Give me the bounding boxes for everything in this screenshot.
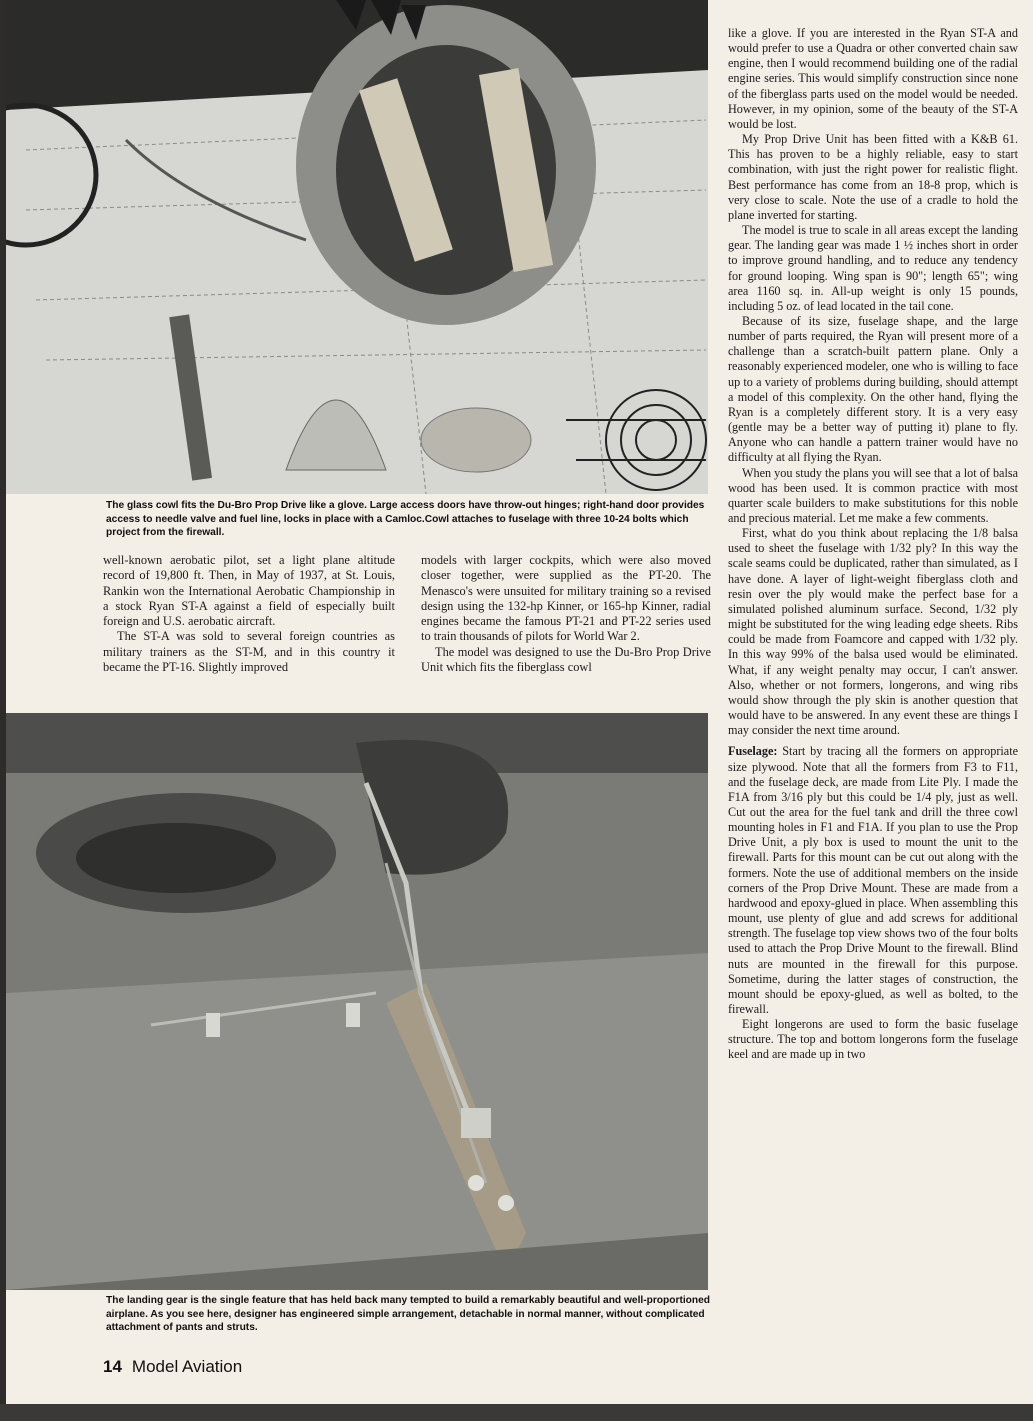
paragraph: Because of its size, fuselage shape, and the large number of parts required, the Ryan will present more of a challenge than a scratch-built pattern plane. Only a reasonably experienced modeler, one who is willing to face up to a variety of problems during building, should attempt a model of this complexity. On the other hand, flying the Ryan is a completely different story. It is a very easy (gentle may be a better way of putting it) plane to fly. Anyone who can handle a pattern trainer would have no difficulty at all flying the Ryan. <box>728 313 1018 465</box>
section-text: Start by tracing all the formers on appropriate size plywood. Note that all the formers from F3 to F11, and the fuselage deck, are made from Lite Ply. I made the F1A from 3/16 ply but this could be 1/4 ply, just as well. Cut out the area for the fuel tank and drill the three cowl mounting holes in F1 and F1A. If you plan to use the Prop Drive Unit, a ply box is used to mount the unit to the firewall. Parts for this mount can be cut out along with the formers. Note the use of additional members on the inside corners of the Prop Drive Mount. These are made from a hardwood and epoxy-glued in place. When assembling this mount, use plenty of glue and add screws for additional strength. The fuselage top view shows two of the four bolts used to attach the Prop Drive Mount to the firewall. Blind nuts are mounted in the firewall for this purpose. Sometime, during the latter stages of construction, the mount should be epoxy-glued, as well as bolted, to the firewall. <box>728 744 1018 1016</box>
photo-landing-gear <box>6 713 708 1290</box>
paragraph: The model is true to scale in all areas except the landing gear. The landing gear was made 1 ½ inches short in order to improve ground handling, and to reduce any tendency for ground looping. Wing span is 90"; length 65"; wing area 1160 sq. in. All-up weight is only 15 pounds, including 5 oz. of lead located in the tail cone. <box>728 223 1018 313</box>
photo-cowl-icon <box>6 0 708 494</box>
paragraph: The model was designed to use the Du-Bro Prop Drive Unit which fits the fiberglass cowl <box>421 644 711 675</box>
photo-landing-gear-caption: The landing gear is the single feature that has held back many tempted to build a remarkably beautiful and well-proportioned airplane. As you see here, designer has engineered simple arrangement, detachable in normal manner, without complicated attachment of pants and struts. <box>106 1295 710 1333</box>
paragraph-fuselage <box>728 744 1018 1017</box>
paragraph: First, what do you think about replacing the 1/8 balsa used to sheet the fuselage with 1/32 ply? In this way the scale seams could be duplicated, rather than simulated, as I have done. A layer of light-weight fiberglass cloth and resin over the ply would make the perfect base for a simulated polished aluminum surface. Second, 1/32 ply might be substituted for the wing leading edge sheets. Ribs could be made from Foamcore and capped with 1/32 ply. In this way 99% of the balsa used would be eliminated. What, if any weight penalty may occur, I can't answer. Also, whether or not formers, longerons, and wing ribs would show through the ply skin is another question that would have to be answered. In any event these are things I may consider the next time around. <box>728 526 1018 738</box>
paragraph: well-known aerobatic pilot, set a light plane altitude record of 19,800 ft. Then, in May of 1937, at St. Louis, Rankin won the International Aerobatic Championship in a stock Ryan ST-A against a field of especially built foreign and U.S. aerobatic aircraft. <box>103 553 395 629</box>
article-column-1 <box>103 553 395 675</box>
page-folio <box>103 1357 242 1377</box>
article-column-3 <box>728 26 1018 1063</box>
photo-landing-gear-icon <box>6 713 708 1290</box>
page-edge-bottom <box>0 1404 1033 1421</box>
photo-cowl <box>6 0 708 494</box>
magazine-name: Model Aviation <box>131 1357 243 1376</box>
paragraph: Eight longerons are used to form the basic fuselage structure. The top and bottom longerons form the fuselage keel and are made up in two <box>728 1017 1018 1062</box>
section-heading: Fuselage: <box>728 744 778 759</box>
photo-cowl-caption: The glass cowl fits the Du-Bro Prop Drive like a glove. Large access doors have throw-out hinges; right-hand door provides access to needle valve and fuel line, locks in place with a Camloc.Cowl attaches to fuselage with three 10-24 bolts which project from the firewall. <box>106 500 705 538</box>
paragraph: When you study the plans you will see that a lot of balsa wood has been used. It is common practice with most quarter scale builders to make substitutions for this noble and precious material. Let me make a few comments. <box>728 465 1018 525</box>
article-column-2 <box>421 553 711 675</box>
paragraph: The ST-A was sold to several foreign countries as military trainers as the ST-M, and in this country it became the PT-16. Slightly improved <box>103 629 395 675</box>
paragraph: models with larger cockpits, which were also moved closer together, were supplied as the PT-20. The Menasco's were unsuited for military training so a revised design using the 132-hp Kinner, or 165-hp Kinner, radial engines became the famous PT-21 and PT-22 series used to train thousands of pilots for World War 2. <box>421 553 711 644</box>
paragraph: My Prop Drive Unit has been fitted with a K&B 61. This has proven to be a highly reliable, easy to start combination, with just the right power for realistic flight. Best performance has come from an 18-8 prop, which is very close to scale. Note the use of a cradle to hold the plane inverted for starting. <box>728 132 1018 222</box>
page-number: 14 <box>103 1357 122 1376</box>
paragraph: like a glove. If you are interested in the Ryan ST-A and would prefer to use a Quadra or other converted chain saw engine, then I would recommend building one of the radial engine series. This would simplify construction since none of the fiberglass parts used on the model would be needed. However, in my opinion, some of the beauty of the ST-A would be lost. <box>728 26 1018 131</box>
